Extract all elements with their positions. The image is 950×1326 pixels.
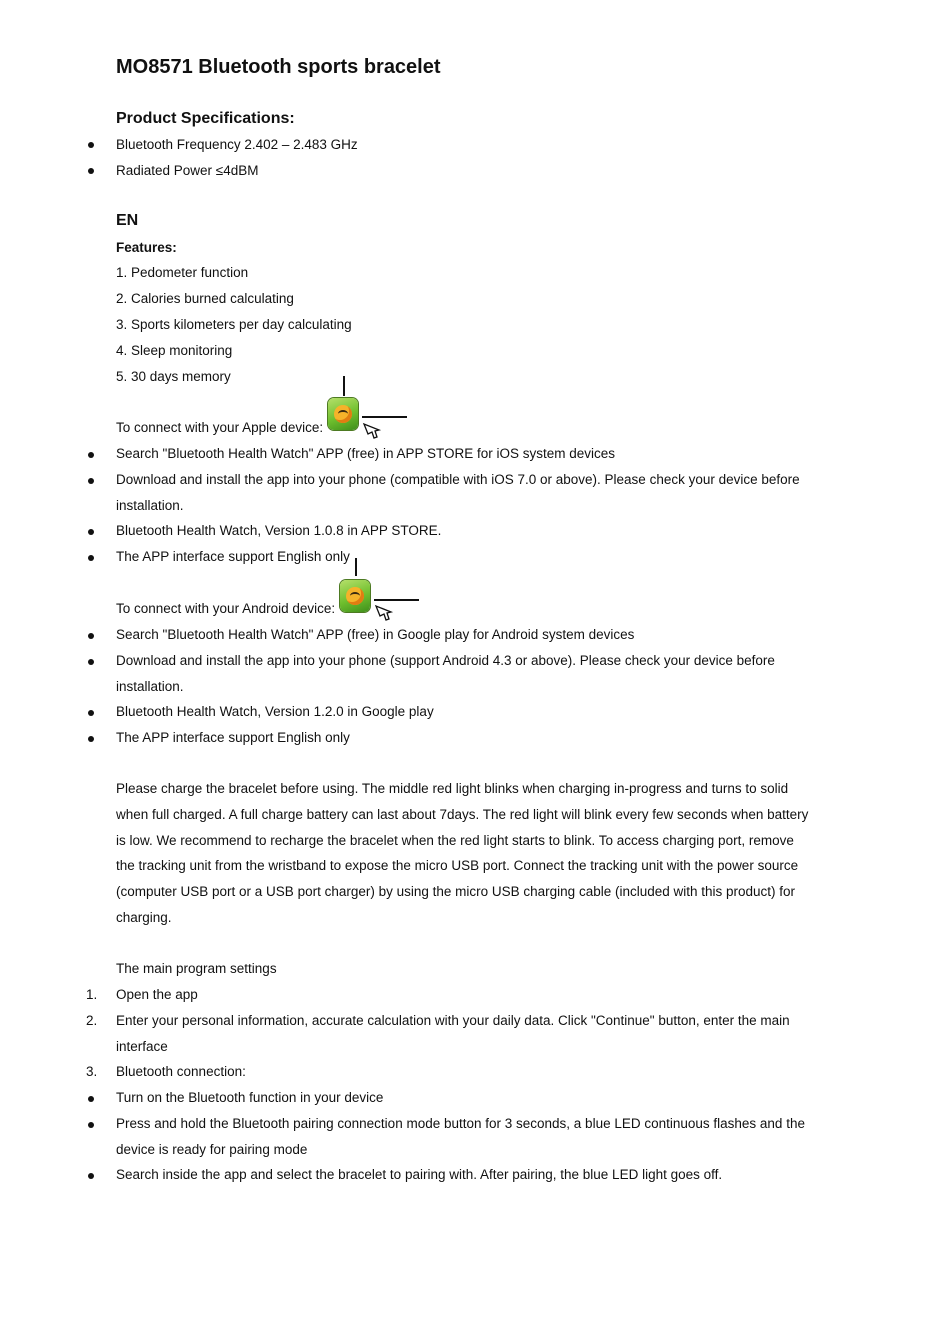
- bullet-dot: [88, 736, 94, 742]
- feature-item: 1. Pedometer function: [116, 265, 249, 280]
- android-bullet: Download and install the app into your phone (support Android 4.3 or above). Please check your device before: [116, 653, 775, 668]
- android-intro: To connect with your Android device:: [116, 601, 336, 616]
- features-heading: Features:: [116, 240, 177, 255]
- settings-bullet-cont: device is ready for pairing mode: [116, 1142, 308, 1157]
- feature-item: 4. Sleep monitoring: [116, 343, 233, 358]
- feature-item: 5. 30 days memory: [116, 369, 231, 384]
- apple-intro: To connect with your Apple device:: [116, 420, 324, 435]
- bullet-dot: [88, 1096, 94, 1102]
- step-text: Bluetooth connection:: [116, 1064, 246, 1079]
- bullet-dot: [88, 529, 94, 535]
- apple-bullet: Search "Bluetooth Health Watch" APP (free) in APP STORE for iOS system devices: [116, 446, 616, 461]
- charging-line: charging.: [116, 910, 172, 925]
- bullet-dot: [88, 1173, 94, 1179]
- apple-bullet: Bluetooth Health Watch, Version 1.0.8 in APP STORE.: [116, 523, 442, 538]
- step-text: Enter your personal information, accurate calculation with your daily data. Click "Continue" button, enter the main: [116, 1013, 790, 1028]
- bullet-dot: [88, 168, 94, 174]
- spec-item: Radiated Power ≤4dBM: [116, 163, 259, 178]
- hand-pointer-icon: [338, 372, 418, 448]
- step-number: 3.: [86, 1064, 98, 1079]
- bullet-dot: [88, 478, 94, 484]
- bullet-dot: [88, 710, 94, 716]
- android-bullet: Bluetooth Health Watch, Version 1.2.0 in Google play: [116, 704, 434, 719]
- specs-heading: Product Specifications:: [116, 110, 295, 127]
- charging-line: (computer USB port or a USB port charger) by using the micro USB charging cable (included with this product) for: [116, 884, 796, 899]
- settings-heading: The main program settings: [116, 961, 277, 976]
- document-title: MO8571 Bluetooth sports bracelet: [116, 56, 441, 78]
- language-heading: EN: [116, 212, 139, 229]
- charging-line: is low. We recommend to recharge the bracelet when the red light starts to blink. To access charging port, remove: [116, 833, 794, 848]
- bullet-dot: [88, 1122, 94, 1128]
- bullet-dot: [88, 659, 94, 665]
- apple-bullet: The APP interface support English only: [116, 549, 350, 564]
- bullet-dot: [88, 142, 94, 148]
- bullet-dot: [88, 555, 94, 561]
- android-bullet-cont: installation.: [116, 679, 184, 694]
- apple-bullet-cont: installation.: [116, 498, 184, 513]
- charging-line: when full charged. A full charge battery can last about 7days. The red light will blink every few seconds when battery: [116, 807, 809, 822]
- bullet-dot: [88, 452, 94, 458]
- spec-item: Bluetooth Frequency 2.402 – 2.483 GHz: [116, 137, 358, 152]
- charging-line: the tracking unit from the wristband to expose the micro USB port. Connect the tracking unit with the power source: [116, 858, 799, 873]
- feature-item: 2. Calories burned calculating: [116, 291, 294, 306]
- step-text: interface: [116, 1039, 168, 1054]
- apple-bullet: Download and install the app into your phone (compatible with iOS 7.0 or above). Please check your device before: [116, 472, 800, 487]
- android-bullet: The APP interface support English only: [116, 730, 350, 745]
- hand-pointer-icon: [350, 556, 430, 628]
- step-number: 1.: [86, 987, 98, 1002]
- feature-item: 3. Sports kilometers per day calculating: [116, 317, 352, 332]
- settings-bullet: Press and hold the Bluetooth pairing connection mode button for 3 seconds, a blue LED continuous flashes and the: [116, 1116, 805, 1131]
- charging-line: Please charge the bracelet before using. The middle red light blinks when charging in-progress and turns to solid: [116, 781, 789, 796]
- step-number: 2.: [86, 1013, 98, 1028]
- step-text: Open the app: [116, 987, 198, 1002]
- bullet-dot: [88, 633, 94, 639]
- settings-bullet: Search inside the app and select the bracelet to pairing with. After pairing, the blue LED light goes off.: [116, 1167, 723, 1182]
- android-bullet: Search "Bluetooth Health Watch" APP (free) in Google play for Android system devices: [116, 627, 635, 642]
- settings-bullet: Turn on the Bluetooth function in your device: [116, 1090, 384, 1105]
